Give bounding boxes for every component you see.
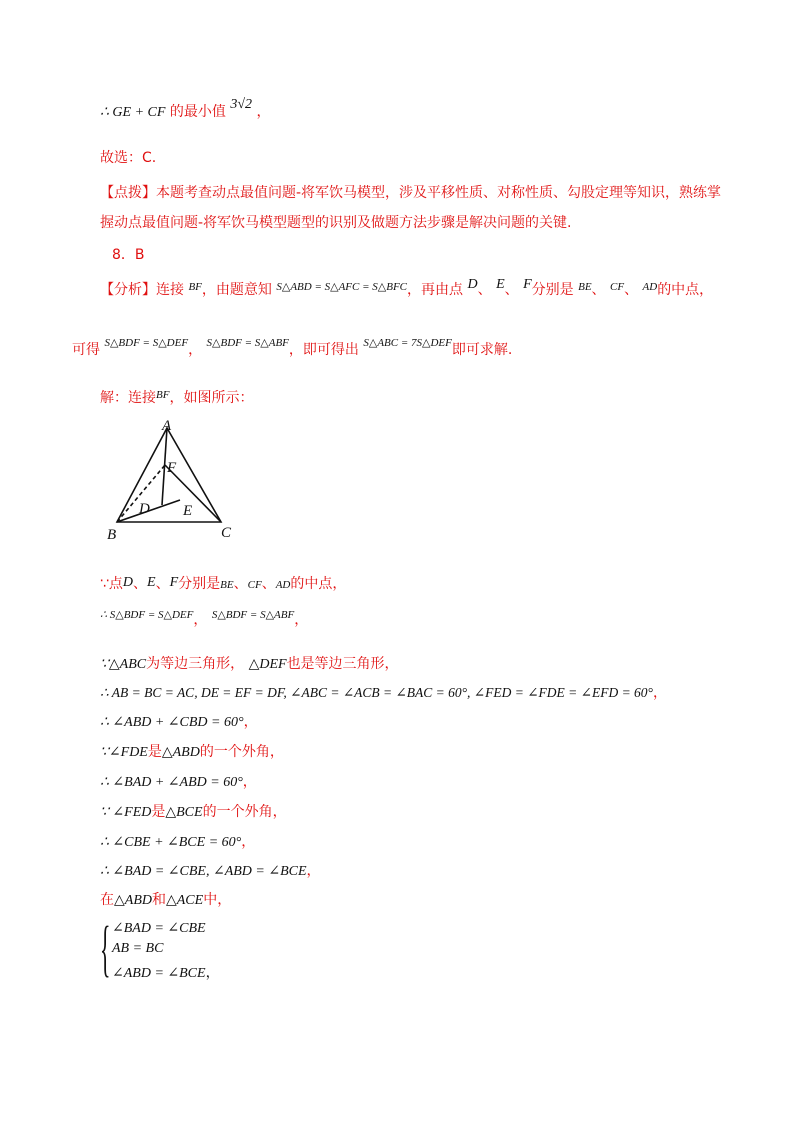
text: ， <box>243 714 258 730</box>
text: 、 <box>504 282 519 298</box>
math: ∵△ABC <box>100 657 147 672</box>
math: E <box>147 575 156 590</box>
math: △ABD <box>161 745 200 760</box>
proof-line-2 <box>100 604 309 628</box>
text: 的中点， <box>657 282 714 298</box>
text: ， <box>188 342 203 358</box>
math: E <box>496 277 505 292</box>
proof-line-5 <box>100 712 258 733</box>
math: S△BDF = S△DEF <box>104 337 189 349</box>
math: S△BDF = S△ABF <box>206 337 289 349</box>
math: S△ABC = 7S△DEF <box>363 337 452 349</box>
math: S△BDF = S△ABF <box>211 609 295 621</box>
proof-line-9 <box>100 832 255 853</box>
math: △ACE <box>165 893 204 908</box>
text: ，如图所示： <box>169 390 254 406</box>
tip-tag: 【点拨】 <box>100 185 156 201</box>
system-row-3 <box>112 962 220 982</box>
text: 在 <box>100 892 114 908</box>
text: 可得 <box>72 342 100 358</box>
analysis-line-2 <box>72 337 513 361</box>
math: ∴ AB = BC = AC, DE = EF = DF, ∠ABC = ∠ACB = ∠BAC = 60°, ∠FED = ∠FDE = ∠EFD = 60° <box>100 685 653 700</box>
analysis-line-1 <box>100 277 714 301</box>
text: ，再由点 <box>407 282 464 298</box>
math: △DEF <box>248 657 287 672</box>
triangle-figure <box>105 418 245 548</box>
label-e: E <box>183 503 193 519</box>
math: D <box>122 575 134 590</box>
text: 的一个外角， <box>199 744 284 760</box>
text: ， <box>294 612 309 628</box>
row-text: ∠ABD = ∠BCE <box>112 966 206 981</box>
text: 的一个外角， <box>202 804 287 820</box>
math: ∵∠FDE <box>100 745 148 760</box>
text: 即可求解. <box>451 342 513 358</box>
text: 也是等边三角形， <box>286 656 399 672</box>
proof-line-4 <box>100 683 667 703</box>
text: 分别是 <box>178 576 221 592</box>
text: ， <box>193 612 208 628</box>
proof-line-6 <box>100 742 284 763</box>
text: ∵点 <box>100 576 123 592</box>
text: 、 <box>477 282 492 298</box>
proof-line-10 <box>100 861 321 882</box>
proof-line-11 <box>100 890 231 911</box>
system-row-2: AB = BC <box>112 941 164 956</box>
text: ， <box>306 863 321 879</box>
text: 分别是 <box>531 282 574 298</box>
text: 的最小值 <box>169 104 226 120</box>
punct: ， <box>256 104 271 120</box>
math: ∵ ∠FED <box>100 805 152 820</box>
text: 、 <box>233 576 248 592</box>
math: BE <box>578 281 592 293</box>
math: ∴ S△BDF = S△DEF <box>100 609 194 621</box>
math: CF <box>247 579 262 591</box>
math: △BCE <box>165 805 203 820</box>
text: 和 <box>151 892 166 908</box>
brace: { <box>100 915 111 983</box>
text: 、 <box>591 282 606 298</box>
label-b: B <box>107 527 117 543</box>
math: ∴ ∠ABD + ∠CBD = 60° <box>100 715 244 730</box>
math: S△ABD = S△AFC = S△BFC <box>276 281 408 293</box>
label-c: C <box>221 525 232 541</box>
text: 是 <box>151 804 166 820</box>
math: AD <box>642 281 658 293</box>
question-number: 8．B <box>112 247 145 263</box>
math: BF <box>156 389 170 401</box>
text: 、 <box>155 576 170 592</box>
label-d: D <box>139 501 150 517</box>
math: D <box>467 277 478 292</box>
tip-line-1 <box>100 183 721 203</box>
text: ， <box>241 834 256 850</box>
proof-line-7 <box>100 772 257 793</box>
text: 、 <box>624 282 639 298</box>
tip-text: 本题考查动点最值问题-将军饮马模型，涉及平移性质、对称性质、勾股定理等知识，熟练掌 <box>156 185 722 201</box>
text: 中， <box>203 892 232 908</box>
solution-intro <box>100 388 253 409</box>
analysis-tag: 【分析】 <box>100 282 156 298</box>
text: 解：连接 <box>100 390 156 406</box>
math: △ABD <box>114 893 152 908</box>
math: F <box>169 575 179 590</box>
proof-line-3 <box>100 654 399 675</box>
punct: ， <box>205 966 220 981</box>
text: 的中点， <box>290 576 347 592</box>
math: CF <box>610 281 625 293</box>
tip-line-2: 握动点最值问题-将军饮马模型题型的识别及做题方法步骤是解决问题的关键. <box>100 215 572 231</box>
math: ∴ ∠CBE + ∠BCE = 60° <box>100 835 242 850</box>
text: 、 <box>133 576 148 592</box>
text: ， <box>242 774 257 790</box>
answer-line: 故选：C. <box>100 150 157 166</box>
text: 是 <box>147 744 162 760</box>
min-value: 3√2 <box>230 97 252 112</box>
math: ∴ ∠BAD = ∠CBE, ∠ABD = ∠BCE <box>100 864 307 879</box>
math: F <box>523 277 532 292</box>
math: ∴ ∠BAD + ∠ABD = 60° <box>100 775 243 790</box>
label-a: A <box>162 418 172 434</box>
math: BE <box>220 579 234 591</box>
math: AD <box>275 579 291 591</box>
text: ，即可得出 <box>288 342 359 358</box>
math: BF <box>188 281 202 293</box>
text: 连接 <box>156 282 184 298</box>
text: ， <box>652 685 667 701</box>
proof-line-1 <box>100 574 346 595</box>
proof-line-8 <box>100 802 287 823</box>
system-row-1: ∠BAD = ∠CBE <box>112 921 206 936</box>
expression: ∴ GE + CF <box>100 105 166 120</box>
label-f: F <box>167 460 177 476</box>
text: 、 <box>261 576 276 592</box>
text: 为等边三角形， <box>146 656 245 672</box>
conclusion-line <box>100 97 271 123</box>
text: ，由题意知 <box>201 282 272 298</box>
